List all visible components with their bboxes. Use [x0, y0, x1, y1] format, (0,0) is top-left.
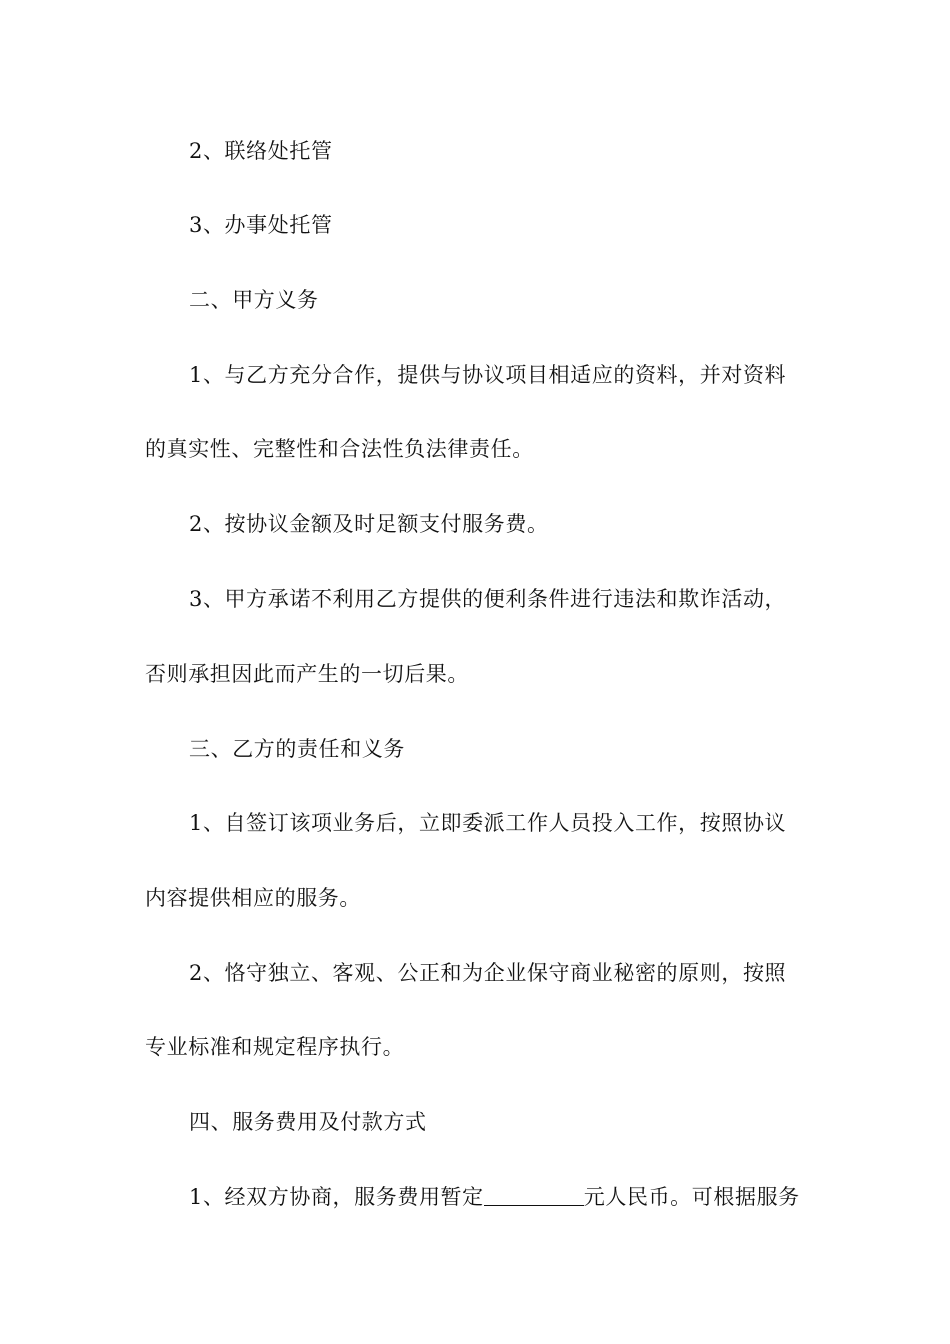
- list-item: 2、联络处托管: [189, 139, 333, 163]
- paragraph-line: 1、自签订该项业务后，立即委派工作人员投入工作，按照协议: [189, 811, 787, 835]
- paragraph-line: 2、恪守独立、客观、公正和为企业保守商业秘密的原则，按照: [189, 961, 787, 985]
- paragraph-line: 专业标准和规定程序执行。: [145, 1035, 405, 1059]
- paragraph-line: 1、与乙方充分合作，提供与协议项目相适应的资料，并对资料: [189, 363, 787, 387]
- section-heading: 四、服务费用及付款方式: [189, 1110, 427, 1134]
- fill-in-blank: [484, 1185, 584, 1206]
- section-heading: 三、乙方的责任和义务: [189, 737, 405, 761]
- list-item: 3、办事处托管: [189, 213, 333, 237]
- text-before-blank: 1、经双方协商，服务费用暂定: [189, 1185, 484, 1209]
- paragraph-line: 否则承担因此而产生的一切后果。: [145, 662, 469, 686]
- paragraph-line: 3、甲方承诺不利用乙方提供的便利条件进行违法和欺诈活动，: [189, 587, 787, 611]
- paragraph-line: 2、按协议金额及时足额支付服务费。: [189, 512, 549, 536]
- text-after-blank: 元人民币。可根据服务: [583, 1185, 800, 1209]
- paragraph-line: [189, 1182, 810, 1212]
- paragraph-line: 内容提供相应的服务。: [145, 886, 361, 910]
- section-heading: 二、甲方义务: [189, 288, 319, 312]
- paragraph-line: 的真实性、完整性和合法性负法律责任。: [145, 437, 534, 461]
